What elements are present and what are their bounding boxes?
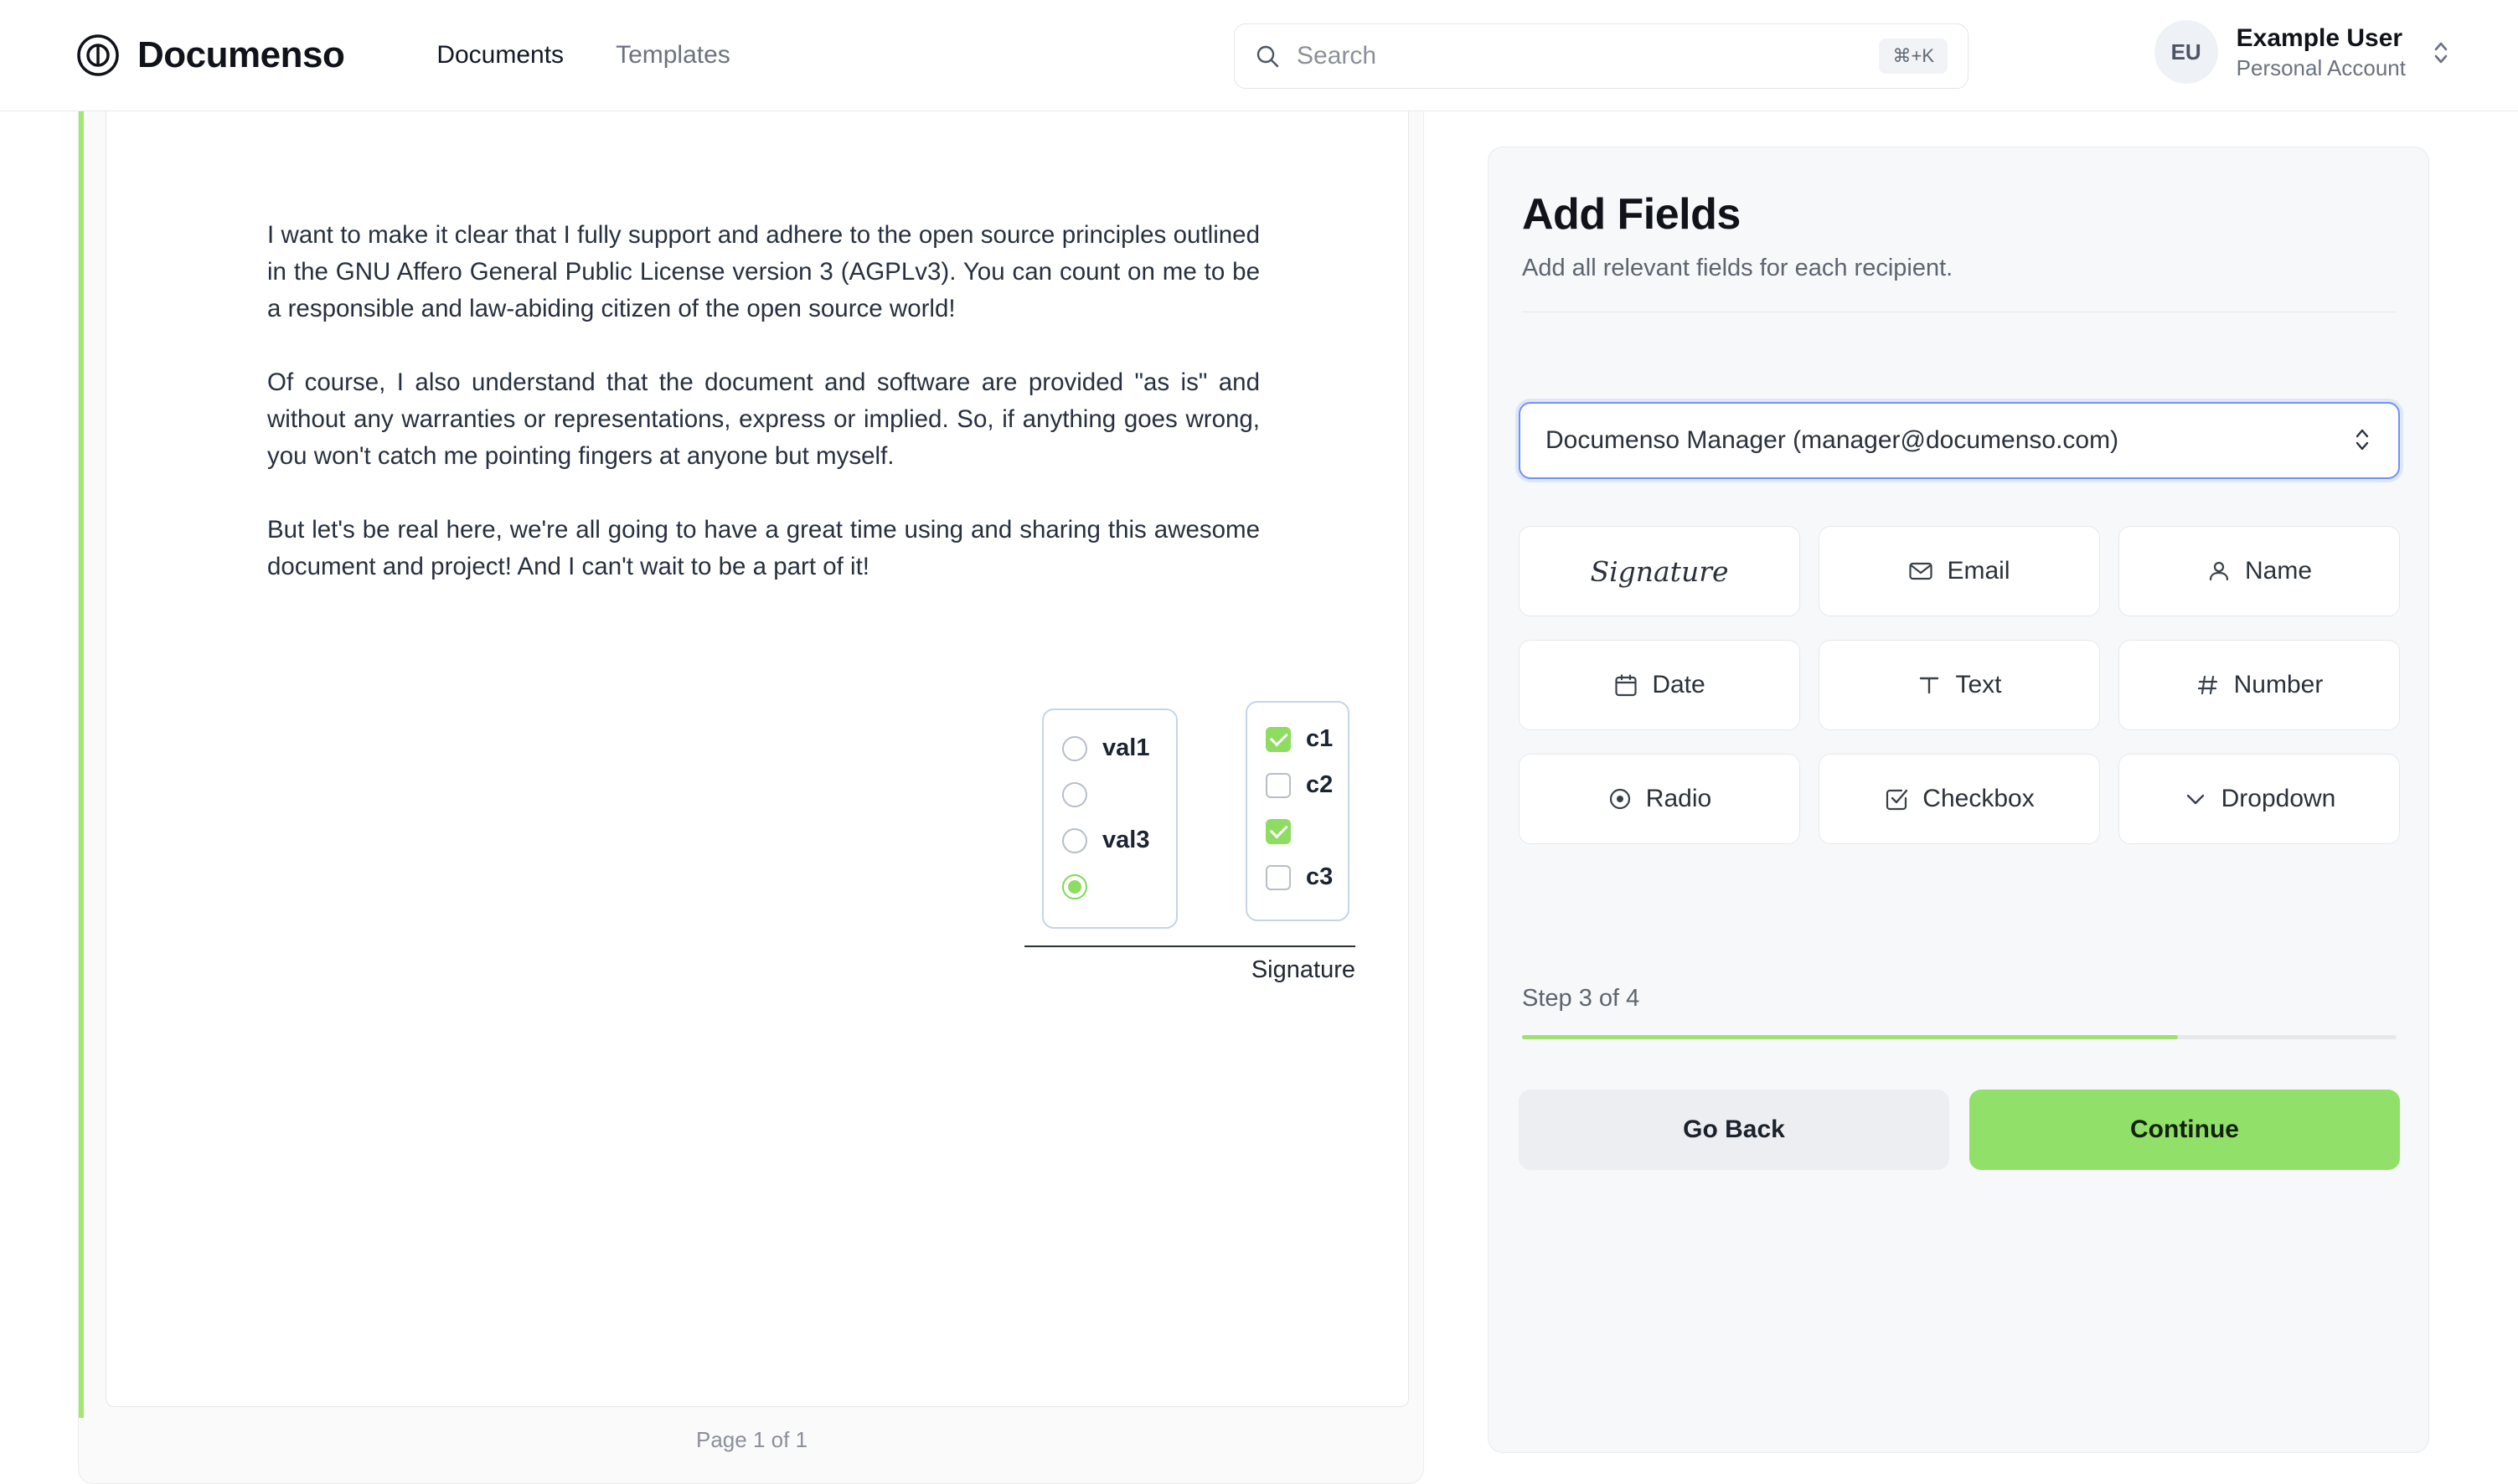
field-button-number[interactable] — [2118, 640, 2400, 730]
radio-option[interactable] — [1062, 771, 1176, 817]
hash-icon — [2196, 672, 2221, 698]
checkbox-icon[interactable] — [1266, 865, 1291, 890]
checkbox-field-widget[interactable] — [1246, 701, 1349, 921]
search-placeholder: Search — [1297, 42, 1377, 70]
brand[interactable] — [77, 34, 344, 76]
recipient-select[interactable] — [1519, 402, 2400, 479]
checkbox-option[interactable] — [1266, 854, 1348, 900]
chevron-up-down-icon — [2429, 35, 2453, 69]
brand-name: Documenso — [137, 34, 345, 75]
progress-bar — [1522, 1035, 2397, 1039]
checkbox-option[interactable] — [1266, 762, 1348, 808]
envelope-icon — [1908, 559, 1933, 584]
radio-option[interactable] — [1062, 863, 1176, 909]
radio-icon[interactable] — [1062, 736, 1087, 761]
field-type-grid — [1519, 526, 2400, 844]
chevron-down-icon — [2183, 786, 2208, 812]
account-subtitle: Personal Account — [2236, 54, 2406, 80]
checkbox-icon[interactable] — [1266, 727, 1291, 752]
field-label: Date — [1652, 671, 1705, 698]
radio-icon — [1607, 786, 1633, 812]
search-shortcut-badge: ⌘+K — [1879, 39, 1948, 74]
document-text — [267, 217, 1260, 622]
field-button-date[interactable] — [1519, 640, 1800, 730]
progress-bar-fill — [1522, 1035, 2178, 1039]
panel-subtitle: Add all relevant fields for each recipient. — [1522, 255, 1953, 281]
checkbox-option[interactable] — [1266, 716, 1348, 762]
field-button-dropdown[interactable] — [2118, 754, 2400, 844]
document-paragraph: But let's be real here, we're all going to have a great time using and sharing this awesome document and project! And I can't wait to be a part of it! — [267, 516, 1260, 580]
field-button-radio[interactable] — [1519, 754, 1800, 844]
radio-icon[interactable] — [1062, 828, 1087, 853]
account-text — [2237, 23, 2406, 81]
checkbox-option-label: c2 — [1306, 771, 1334, 798]
field-label: Text — [1955, 671, 2002, 698]
page-title: Add Fields — [1522, 190, 1741, 239]
field-label: Radio — [1645, 785, 1712, 812]
checkbox-icon[interactable] — [1266, 819, 1291, 844]
signature-caption: Signature — [1251, 956, 1355, 983]
calendar-icon — [1613, 672, 1638, 698]
user-icon — [2206, 559, 2232, 584]
radio-icon[interactable] — [1062, 874, 1087, 899]
field-label: Dropdown — [2221, 785, 2336, 812]
radio-field-widget[interactable] — [1042, 709, 1178, 929]
nav-item-documents[interactable]: Documents — [436, 41, 565, 69]
main-nav — [436, 41, 730, 70]
app-header — [0, 0, 2518, 111]
field-button-text[interactable] — [1819, 640, 2100, 730]
field-button-checkbox[interactable] — [1819, 754, 2100, 844]
checkbox-option-label: c1 — [1306, 725, 1334, 752]
panel-actions — [1519, 1090, 2400, 1170]
search-icon — [1255, 44, 1280, 69]
field-button-email[interactable] — [1819, 526, 2100, 616]
field-button-name[interactable] — [2118, 526, 2400, 616]
checkbox-icon[interactable] — [1266, 773, 1291, 798]
field-button-signature[interactable] — [1519, 526, 1800, 616]
radio-option-label: val1 — [1102, 734, 1150, 761]
signature-line — [1024, 946, 1355, 947]
field-label: Name — [2244, 557, 2313, 585]
checkbox-option-label: c3 — [1306, 863, 1334, 890]
avatar: EU — [2154, 20, 2218, 84]
radio-option-label: val3 — [1102, 827, 1150, 853]
document-paragraph: I want to make it clear that I fully support and adhere to the open source principles outlined in the GNU Affero General Public License version 3 (AGPLv3). You can count on me to be a responsible and law-abiding citizen of the open source world! — [267, 221, 1260, 322]
document-accent-bar — [79, 111, 84, 1418]
documenso-logo-icon — [77, 34, 119, 76]
chevron-up-down-icon — [2351, 422, 2373, 460]
recipient-select-value: Documenso Manager (manager@documenso.com) — [1545, 426, 2119, 454]
field-label: Signature — [1590, 554, 1729, 588]
field-label: Checkbox — [1922, 785, 2035, 812]
radio-icon[interactable] — [1062, 782, 1087, 807]
checkbox-option[interactable] — [1266, 808, 1348, 854]
document-preview-pane — [78, 111, 1424, 1484]
field-label: Email — [1947, 557, 2010, 585]
search-input[interactable] — [1234, 23, 1968, 89]
nav-item-templates[interactable]: Templates — [616, 41, 730, 69]
page-indicator: Page 1 of 1 — [696, 1427, 808, 1452]
account-menu[interactable] — [2154, 20, 2453, 84]
go-back-button[interactable]: Go Back — [1519, 1090, 1949, 1170]
radio-option[interactable] — [1062, 725, 1176, 771]
field-label: Number — [2233, 671, 2324, 698]
text-icon — [1917, 672, 1942, 698]
checkbox-icon — [1884, 786, 1909, 812]
account-name: Example User — [2236, 24, 2403, 52]
add-fields-panel — [1488, 147, 2429, 1453]
step-indicator: Step 3 of 4 — [1522, 985, 1640, 1012]
continue-button[interactable]: Continue — [1969, 1090, 2400, 1170]
radio-option[interactable] — [1062, 817, 1176, 863]
document-paragraph: Of course, I also understand that the document and software are provided "as is" and without any warranties or representations, express or implied. So, if anything goes wrong, you won't catch me pointing fingers at anyone but myself. — [267, 368, 1260, 470]
document-page — [106, 111, 1409, 1407]
